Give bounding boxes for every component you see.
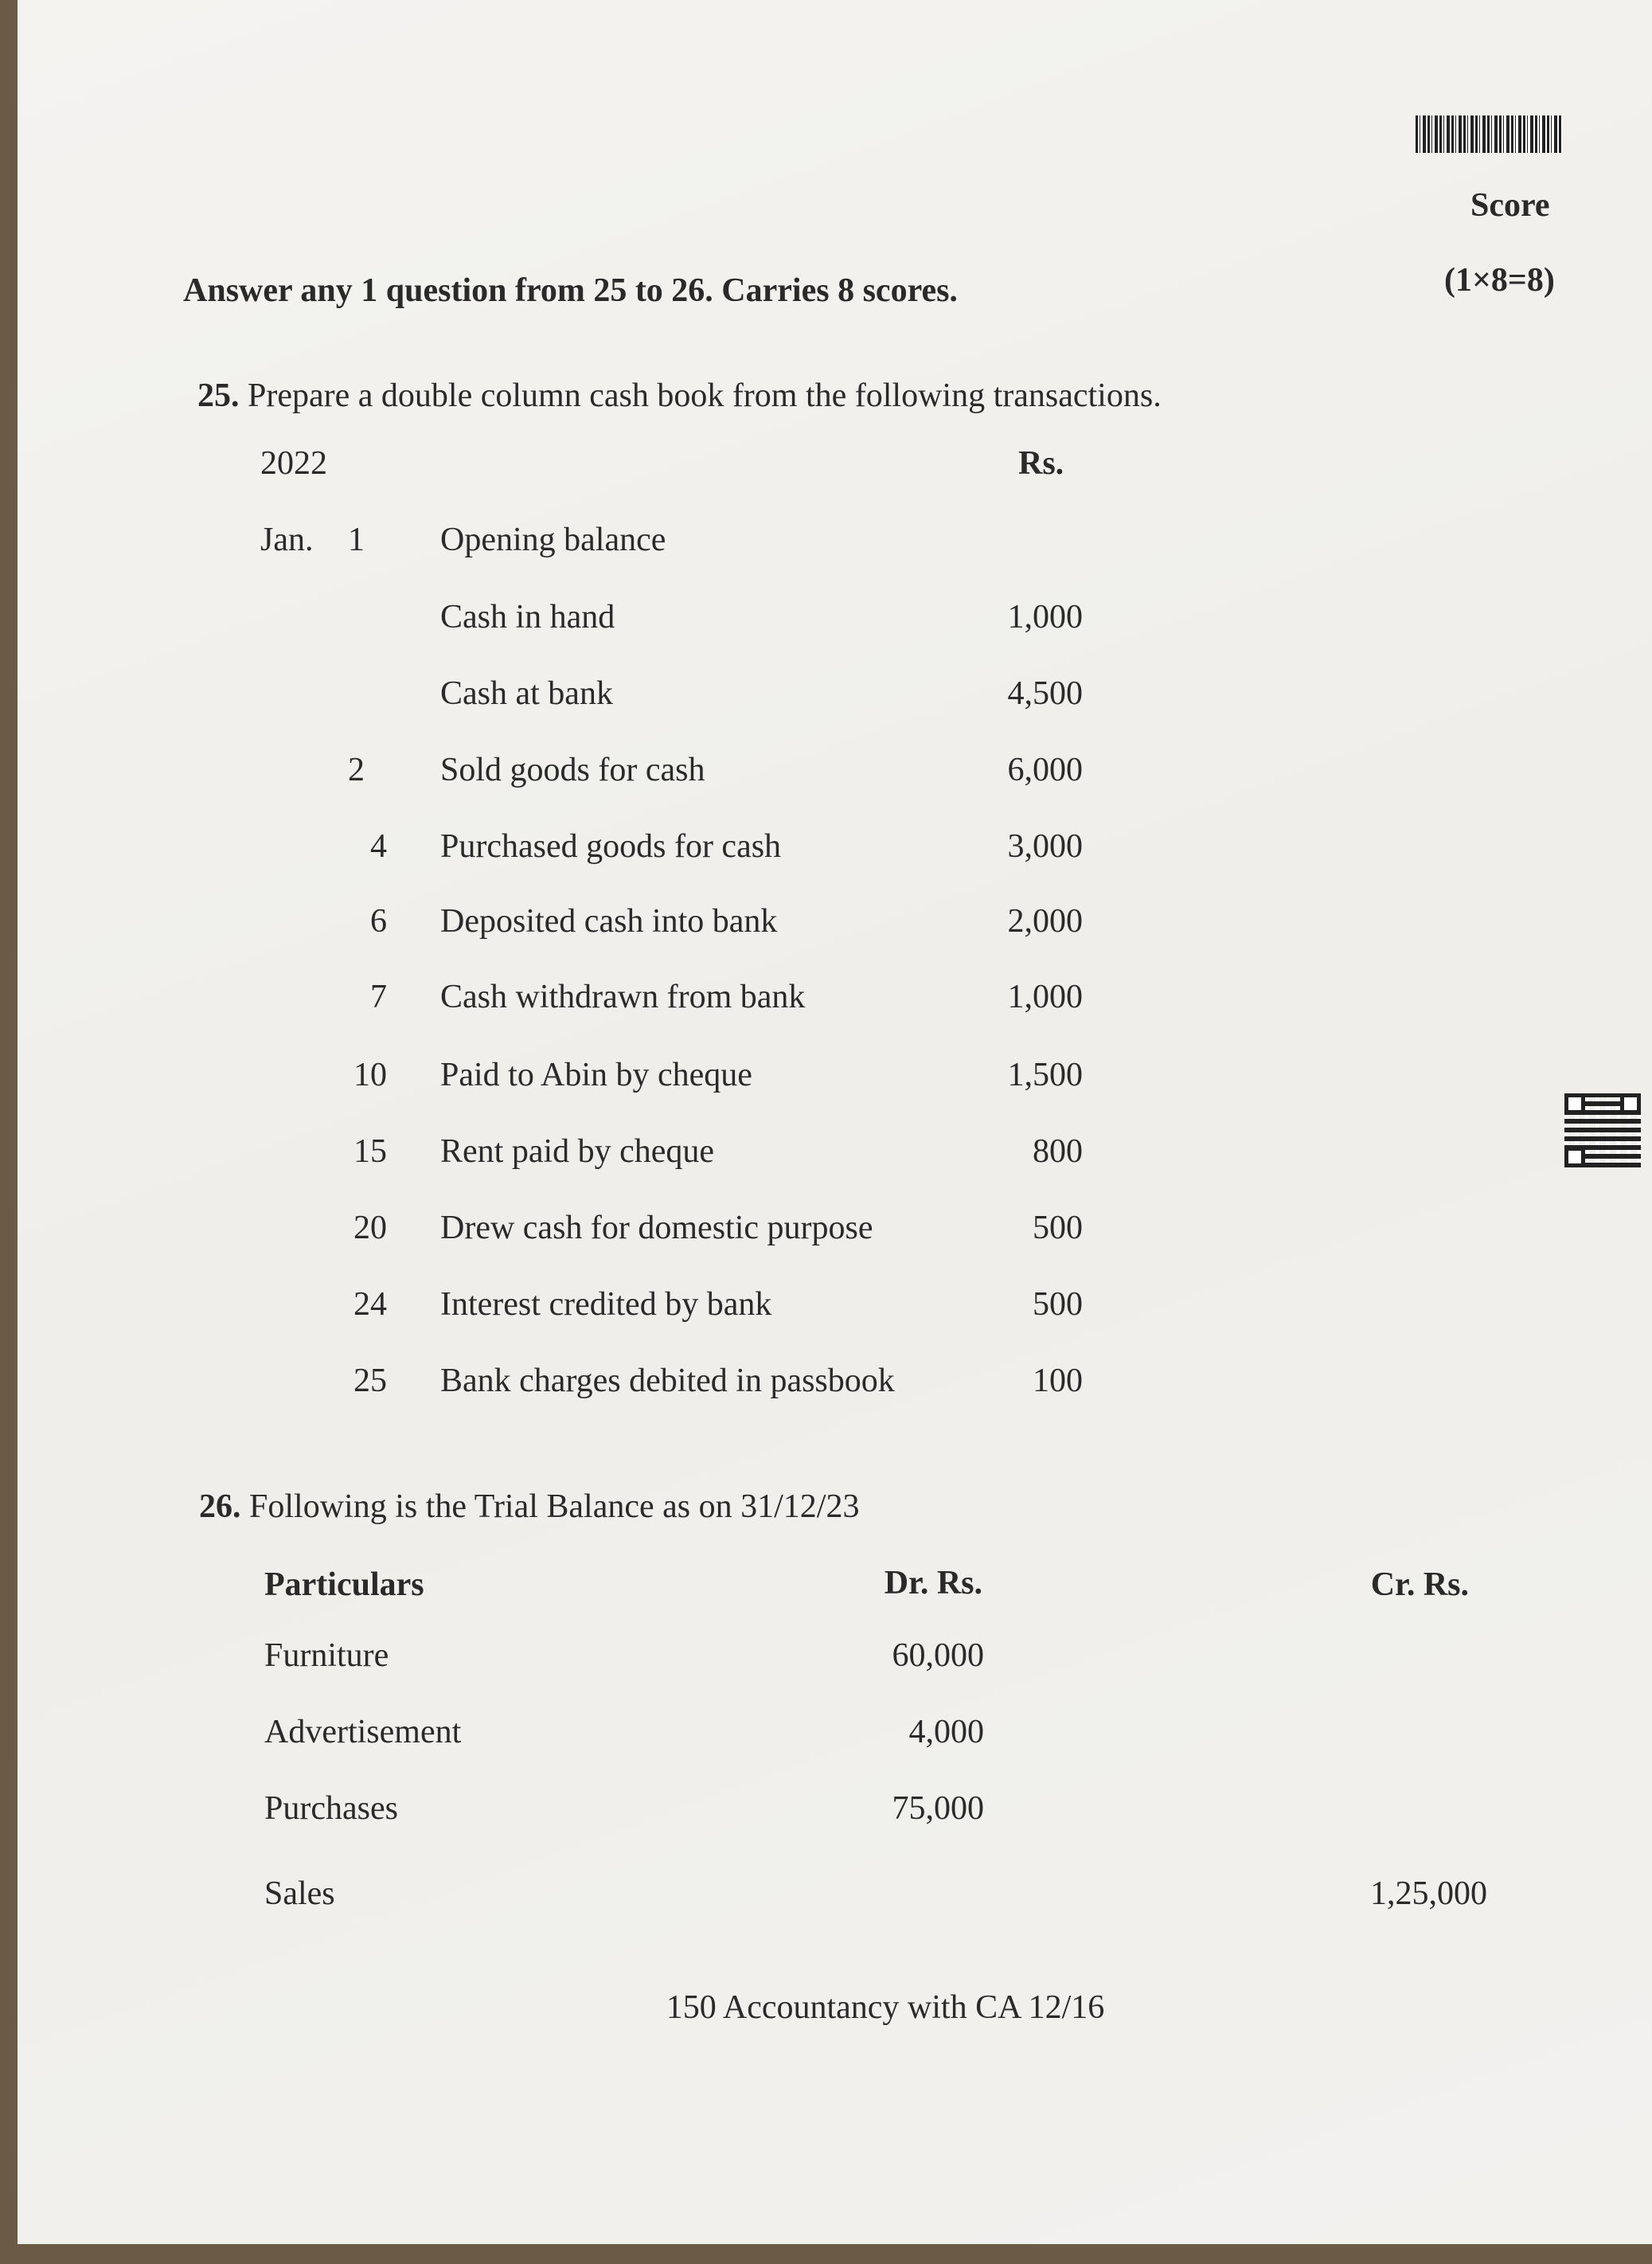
- trial-balance-particular: Sales: [264, 1875, 335, 1912]
- transaction-day: 6: [370, 903, 387, 940]
- score-label: Score: [1470, 187, 1550, 224]
- transaction-day: 24: [353, 1286, 387, 1323]
- transaction-description: Opening balance: [440, 522, 666, 558]
- question-26: [199, 1488, 859, 1526]
- transaction-amount: 500: [1033, 1286, 1083, 1323]
- transaction-description: Sold goods for cash: [440, 752, 705, 788]
- transaction-amount: 2,000: [1007, 903, 1083, 940]
- transaction-day: 1: [348, 522, 365, 558]
- trial-balance-dr: 4,000: [908, 1714, 984, 1750]
- question-number: 25.: [197, 377, 240, 414]
- transaction-day: 25: [353, 1363, 387, 1399]
- transaction-amount: 1,000: [1007, 979, 1083, 1015]
- header-particulars: Particulars: [264, 1566, 424, 1603]
- transaction-amount: 500: [1033, 1210, 1083, 1246]
- barcode: [1416, 115, 1563, 153]
- trial-balance-particular: Purchases: [264, 1790, 398, 1827]
- trial-balance-dr: 60,000: [892, 1637, 984, 1674]
- transaction-description: Rent paid by cheque: [440, 1133, 715, 1170]
- transaction-description: Drew cash for domestic purpose: [440, 1210, 873, 1246]
- year-label: 2022: [260, 445, 327, 482]
- transaction-amount: 1,000: [1007, 599, 1083, 635]
- transaction-description: Deposited cash into bank: [440, 903, 778, 940]
- transaction-description: Bank charges debited in passbook: [440, 1363, 895, 1399]
- transaction-month: Jan.: [260, 522, 314, 558]
- question-25: [197, 377, 1162, 415]
- transaction-description: Interest credited by bank: [440, 1286, 772, 1323]
- transaction-day: 10: [353, 1057, 387, 1093]
- transaction-amount: 6,000: [1007, 752, 1083, 788]
- trial-balance-cr: 1,25,000: [1370, 1875, 1487, 1912]
- transaction-description: Cash at bank: [440, 675, 613, 712]
- transaction-amount: 3,000: [1007, 828, 1083, 865]
- amount-header: Rs.: [1018, 445, 1064, 482]
- question-text: Following is the Trial Balance as on 31/12/23: [249, 1488, 860, 1525]
- trial-balance-dr: 75,000: [892, 1790, 984, 1827]
- trial-balance-particular: Advertisement: [264, 1714, 462, 1750]
- transaction-description: Cash withdrawn from bank: [440, 979, 806, 1015]
- transaction-description: Purchased goods for cash: [440, 828, 782, 865]
- page-footer: 150 Accountancy with CA 12/16: [666, 1989, 1105, 2026]
- header-cr: Cr. Rs.: [1370, 1566, 1469, 1603]
- transaction-day: 4: [370, 828, 387, 865]
- transaction-day: 20: [353, 1210, 387, 1246]
- transaction-day: 15: [353, 1133, 387, 1170]
- transaction-description: Paid to Abin by cheque: [440, 1057, 752, 1093]
- transaction-description: Cash in hand: [440, 599, 615, 635]
- question-text: Prepare a double column cash book from the following transactions.: [248, 377, 1162, 414]
- trial-balance-particular: Furniture: [264, 1637, 389, 1674]
- transaction-amount: 1,500: [1007, 1057, 1083, 1093]
- transaction-day: 2: [348, 752, 365, 788]
- transaction-amount: 800: [1033, 1133, 1083, 1170]
- header-dr: Dr. Rs.: [884, 1565, 982, 1601]
- section-instruction: Answer any 1 question from 25 to 26. Carries 8 scores.: [183, 272, 958, 309]
- section-marks: (1×8=8): [1444, 262, 1555, 299]
- transaction-day: 7: [370, 979, 387, 1015]
- transaction-amount: 4,500: [1007, 675, 1083, 712]
- qr-code: [1564, 1093, 1641, 1167]
- transaction-amount: 100: [1033, 1363, 1083, 1399]
- question-number: 26.: [199, 1488, 241, 1525]
